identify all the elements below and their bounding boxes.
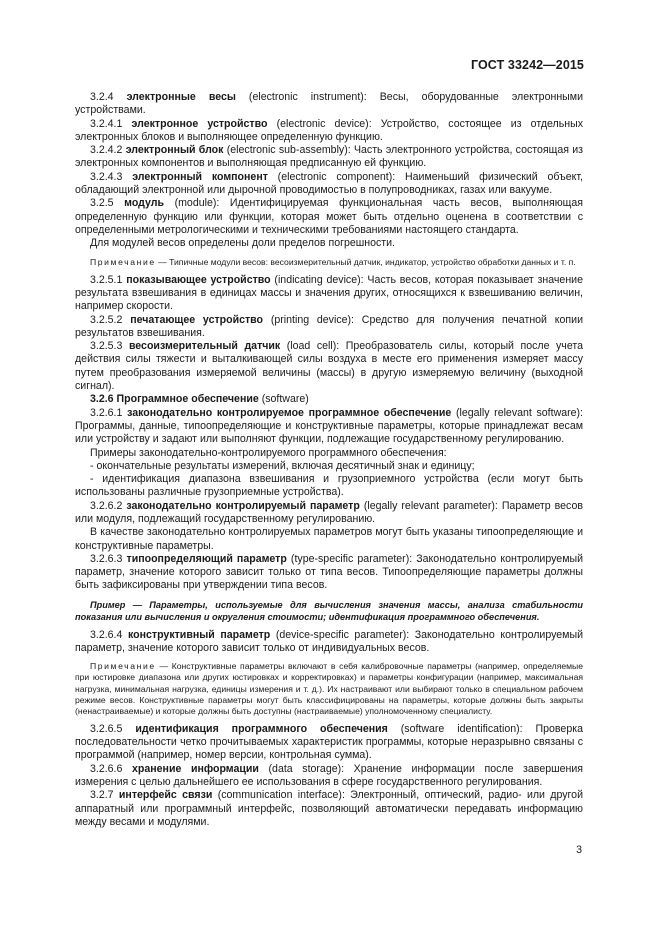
term-entry bbox=[75, 553, 583, 593]
entry-term: законодательно контролируемое программное обеспечение bbox=[127, 406, 452, 419]
entry-term: Программное обеспечение bbox=[116, 393, 259, 406]
entry-term: электронные весы bbox=[126, 91, 236, 103]
entry-definition: (electronic instrument): Весы, оборудованные электронными устройствами. bbox=[75, 91, 583, 117]
entry-definition: (legally relevant parameter): Параметр весов или модуля, подлежащий государственному регулированию. bbox=[75, 499, 583, 525]
term-entry bbox=[75, 91, 583, 118]
entry-number: 3.2.4 bbox=[90, 91, 114, 103]
term-entry bbox=[75, 723, 583, 763]
entry-definition: (type-specific parameter): Законодательно контролируемый параметр, значение которого зависит только от типа весов. Типоопределяющие параметры должны быть зафиксированы при утверждении типа весов. bbox=[75, 552, 584, 592]
entry-term: хранение информации bbox=[132, 762, 259, 775]
document-code: ГОСТ 33242—2015 bbox=[470, 58, 584, 72]
entry-definition: (printing device): Средство для получения печатной копии результатов взвешивания. bbox=[75, 313, 583, 339]
entry-term: конструктивный параметр bbox=[127, 628, 271, 641]
note-paragraph bbox=[75, 257, 583, 268]
entry-definition: (indicating device): Часть весов, которая показывает значение результата взвешивания в единицах массы и значения других, относящихся к взвешиванию величин, например скорости. bbox=[75, 273, 583, 313]
entry-term: модуль bbox=[124, 197, 165, 210]
term-entry bbox=[75, 340, 583, 393]
body-paragraph: В качестве законодательно контролируемых параметров могут быть указаны типоопределяющие и конструктивные параметры. bbox=[75, 526, 583, 552]
entry-term: интерфейс связи bbox=[118, 789, 213, 802]
term-entry bbox=[75, 274, 583, 314]
term-entry bbox=[75, 763, 583, 790]
document-body bbox=[75, 91, 583, 829]
entry-definition: (data storage): Хранение информации после завершения измерения с целью дальнейшего ее использования в сфере государственного регулирования. bbox=[75, 762, 583, 789]
term-entry bbox=[75, 197, 583, 237]
entry-number: 3.2.4.3 bbox=[90, 170, 123, 183]
entry-number: 3.2.6.4 bbox=[90, 628, 123, 641]
entry-term: весоизмерительный датчик bbox=[128, 340, 281, 353]
term-entry bbox=[75, 144, 583, 171]
term-entry bbox=[75, 171, 583, 198]
note-label: Примечание bbox=[90, 256, 156, 267]
entry-definition: (load cell): Преобразователь силы, который после учета действия силы тяжести и выталкивающей силы воздуха в месте его применения измеряет массу путем преобразования измеряемой величины (массы) в другую измеряемую величину (выходной сигнал). bbox=[75, 340, 583, 393]
entry-definition: (legally relevant software): Программы, данные, типоопределяющие и конструктивные параметры, которые принадлежат весам или устройству и задают или выполняют функции, подлежащие государственному регулированию. bbox=[75, 406, 584, 446]
entry-term: идентификация программного обеспечения bbox=[135, 722, 388, 735]
entry-number: 3.2.5.2 bbox=[90, 313, 123, 326]
entry-definition: (communication interface): Электронный, оптический, радио- или другой аппаратный или программный интерфейс, позволяющий автоматически передавать информацию между весами и модулями. bbox=[75, 789, 583, 828]
entry-definition: (device-specific parameter): Законодательно контролируемый параметр, значение которого зависит только от индивидуальных весов. bbox=[75, 628, 583, 655]
note-text: — Типичные модули весов: весоизмерительный датчик, индикатор, устройство обработки данных и т. п. bbox=[155, 256, 576, 267]
term-entry bbox=[75, 314, 583, 341]
term-entry bbox=[75, 500, 583, 527]
entry-number: 3.2.6.6 bbox=[90, 762, 123, 775]
term-entry bbox=[75, 789, 583, 829]
list-item: - идентификация диапазона взвешивания и грузоприемного устройства (если могут быть использованы различные грузоприемные устройства). bbox=[75, 473, 583, 499]
entry-term: электронное устройство bbox=[131, 117, 268, 130]
section-heading bbox=[75, 393, 583, 406]
entry-definition: (electronic device): Устройство, состоящее из отдельных электронных блоков и выполняющее определенную функцию. bbox=[75, 117, 583, 143]
note-text: — Конструктивные параметры включают в себя калибровочные параметры (например, определяемые при юстировке диапазона или других юстировках и корректировках) и параметры конфигурации (например, максимальная нагрузка, минимальная нагрузка, единицы измерения и т. д.). Их настраивают или выбирают только в специальном рабочем режиме весов. Конструктивные параметры могут быть классифицированы на параметры, которые должны быть закрыты (ненастраиваемые) и которые должны быть доступны (настраиваемые) уполномоченному специалисту. bbox=[75, 661, 583, 716]
term-entry bbox=[75, 407, 583, 447]
entry-term: печатающее устройство bbox=[130, 313, 264, 326]
entry-number: 3.2.5.1 bbox=[90, 273, 123, 286]
note-label: Примечание bbox=[90, 661, 156, 672]
entry-number: 3.2.6.1 bbox=[90, 406, 123, 419]
list-item: - окончательные результаты измерений, включая десятичный знак и единицу; bbox=[90, 459, 475, 472]
entry-term: электронный блок bbox=[125, 144, 224, 157]
entry-term: показывающее устройство bbox=[126, 273, 271, 286]
example-paragraph: Пример — Параметры, используемые для вычисления значения массы, анализа стабильности показания или вычисления и округления стоимости; идентификация программного обеспечения. bbox=[75, 599, 583, 622]
entry-definition: (electronic component): Наименьший физический объект, обладающий электронной или дырочной проводимостью в полупроводниках, газах или вакууме. bbox=[75, 170, 583, 197]
entry-number: 3.2.4.1 bbox=[90, 117, 123, 130]
entry-number: 3.2.4.2 bbox=[90, 144, 123, 157]
page-number: 3 bbox=[576, 844, 582, 856]
body-paragraph: Для модулей весов определены доли пределов погрешности. bbox=[90, 237, 395, 250]
entry-definition: (software identification): Проверка последовательности четко прочитываемых характеристик программы, которые неразрывно связаны с программой (например, номер версии, контрольная сумма). bbox=[75, 722, 583, 762]
entry-number: 3.2.5 bbox=[90, 197, 114, 210]
entry-number: 3.2.6.2 bbox=[90, 499, 123, 512]
entry-number: 3.2.6.5 bbox=[90, 722, 123, 735]
entry-number: 3.2.6.3 bbox=[90, 552, 123, 565]
note-paragraph bbox=[75, 661, 583, 716]
term-entry bbox=[75, 629, 583, 656]
entry-number: 3.2.6 bbox=[90, 393, 114, 406]
entry-definition: (software) bbox=[258, 393, 309, 406]
entry-term: типоопределяющий параметр bbox=[126, 552, 287, 565]
entry-definition: (electronic sub-assembly): Часть электронного устройства, состоящая из электронных компонентов и выполняющая предписанную ей функцию. bbox=[75, 144, 583, 170]
entry-number: 3.2.7 bbox=[90, 789, 114, 802]
entry-term: законодательно контролируемый параметр bbox=[126, 499, 360, 512]
entry-term: электронный компонент bbox=[132, 170, 268, 183]
entry-number: 3.2.5.3 bbox=[90, 340, 123, 353]
body-paragraph: Примеры законодательно-контролируемого программного обеспечения: bbox=[90, 446, 447, 459]
entry-definition: (module): Идентифицируемая функциональная часть весов, выполняющая определенную функцию или функции, которая может быть отдельно оценена в соответствии с определенными метрологическими и техническими требованиями настоящего стандарта. bbox=[75, 197, 583, 236]
term-entry bbox=[75, 118, 583, 145]
